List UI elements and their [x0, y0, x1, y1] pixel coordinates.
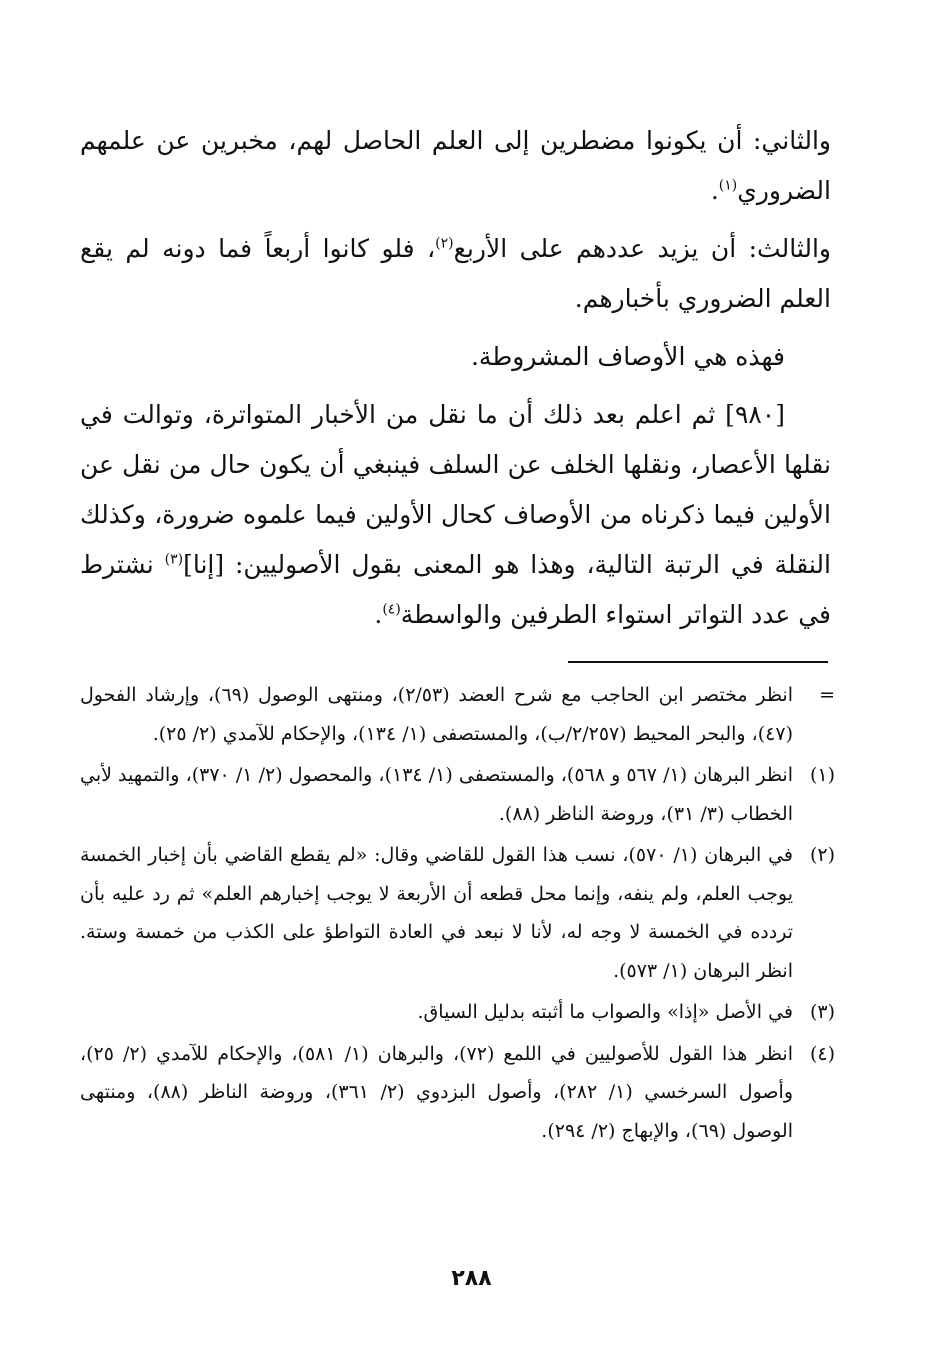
- footnote-4: [80, 1035, 835, 1151]
- footnote-text: انظر مختصر ابن الحاجب مع شرح العضد (٢/٥٣)، ومنتهى الوصول (٦٩)، وإرشاد الفحول (٤٧)، والبحر المحيط (٢/٢٥٧/ب)، والمستصفى (١/ ١٣٤)، والإحكام للآمدي (٢/ ٢٥).: [80, 684, 793, 745]
- footnote-marker: (١): [809, 764, 835, 786]
- footnote-ref-1[interactable]: (١): [718, 177, 738, 194]
- footnote-continuation: [80, 676, 835, 753]
- footnote-text: في البرهان (١/ ٥٧٠)، نسب هذا القول للقاضي وقال: «لم يقطع القاضي بأن إخبار الخمسة يوجب العلم، ولم ينفه، وإنما محل قطعه أن الأربعة لا يوجب إخبارهم العلم» ثم رد عليه بأن تردده في الخمسة لا وجه له، لأنا لا نبعد في العادة التواطؤ على الكذب من خمسة وستة. انظر البرهان (١/ ٥٧٣).: [80, 844, 793, 982]
- page-number: ٢٨٨: [451, 1266, 492, 1291]
- footnote-marker: (٢): [809, 844, 835, 866]
- footnote-text: انظر هذا القول للأصوليين في اللمع (٧٢)، والبرهان (١/ ٥٨١)، والإحكام للآمدي (٢/ ٢٥)، وأصول السرخسي (١/ ٢٨٢)، وأصول البزدوي (٢/ ٣٦١)، وروضة الناظر (٨٨)، ومنتهى الوصول (٦٩)، والإبهاج (٢/ ٢٩٤).: [80, 1042, 793, 1142]
- paragraph-conditions-summary: فهذه هي الأوصاف المشروطة.: [470, 342, 785, 371]
- footnote-marker: (٤): [809, 1042, 835, 1065]
- footnote-separator: [568, 661, 828, 663]
- main-text: [80, 116, 831, 640]
- paragraph-second-condition: والثاني: أن يكونوا مضطرين إلى العلم الحاصل لهم، مخبرين عن علمهم الضروري$^{(١)}$.: [80, 126, 831, 205]
- footnote-ref-3[interactable]: (٣): [164, 551, 184, 568]
- footnote-ref-2[interactable]: (٢): [435, 235, 454, 252]
- footnote-1: [80, 756, 835, 833]
- footnote-ref-4[interactable]: (٤): [382, 601, 401, 618]
- paragraph-third-condition: والثالث: أن يزيد عددهم على الأربع$^{(٢)}$، فلو كانوا أربعاً فما دونه لم يقع العلم الضروري بأخبارهم.: [80, 234, 831, 313]
- footnote-2: [80, 836, 835, 990]
- footnote-marker: =: [819, 684, 835, 706]
- footnotes: [80, 676, 835, 1150]
- footnote-text: انظر البرهان (١/ ٥٦٧ و ٥٦٨)، والمستصفى (١/ ١٣٤)، والمحصول (٢/ ١/ ٣٧٠)، والتمهيد لأبي الخطاب (٣/ ٣١)، وروضة الناظر (٨٨).: [80, 764, 793, 825]
- footnote-marker: (٣): [809, 1001, 835, 1023]
- footnote-3: [80, 993, 835, 1032]
- footnote-text: في الأصل «إذا» والصواب ما أثبته بدليل السياق.: [417, 1001, 793, 1023]
- paragraph-980: [٩٨٠] ثم اعلم بعد ذلك أن ما نقل من الأخبار المتواترة، وتوالت في نقلها الأعصار، ونقلها الخلف عن السلف فينبغي أن يكون حال من نقل عن الأولين فيما ذكرناه من الأوصاف كحال الأولين فيما علموه ضرورة، وكذلك النقلة في الرتبة التالية، وهذا هو المعنى بقول الأصوليين: [إنا]$^{(٣)}$ نشترط في عدد التواتر استواء الطرفين والواسطة$^{(٤)}$.: [80, 400, 831, 629]
